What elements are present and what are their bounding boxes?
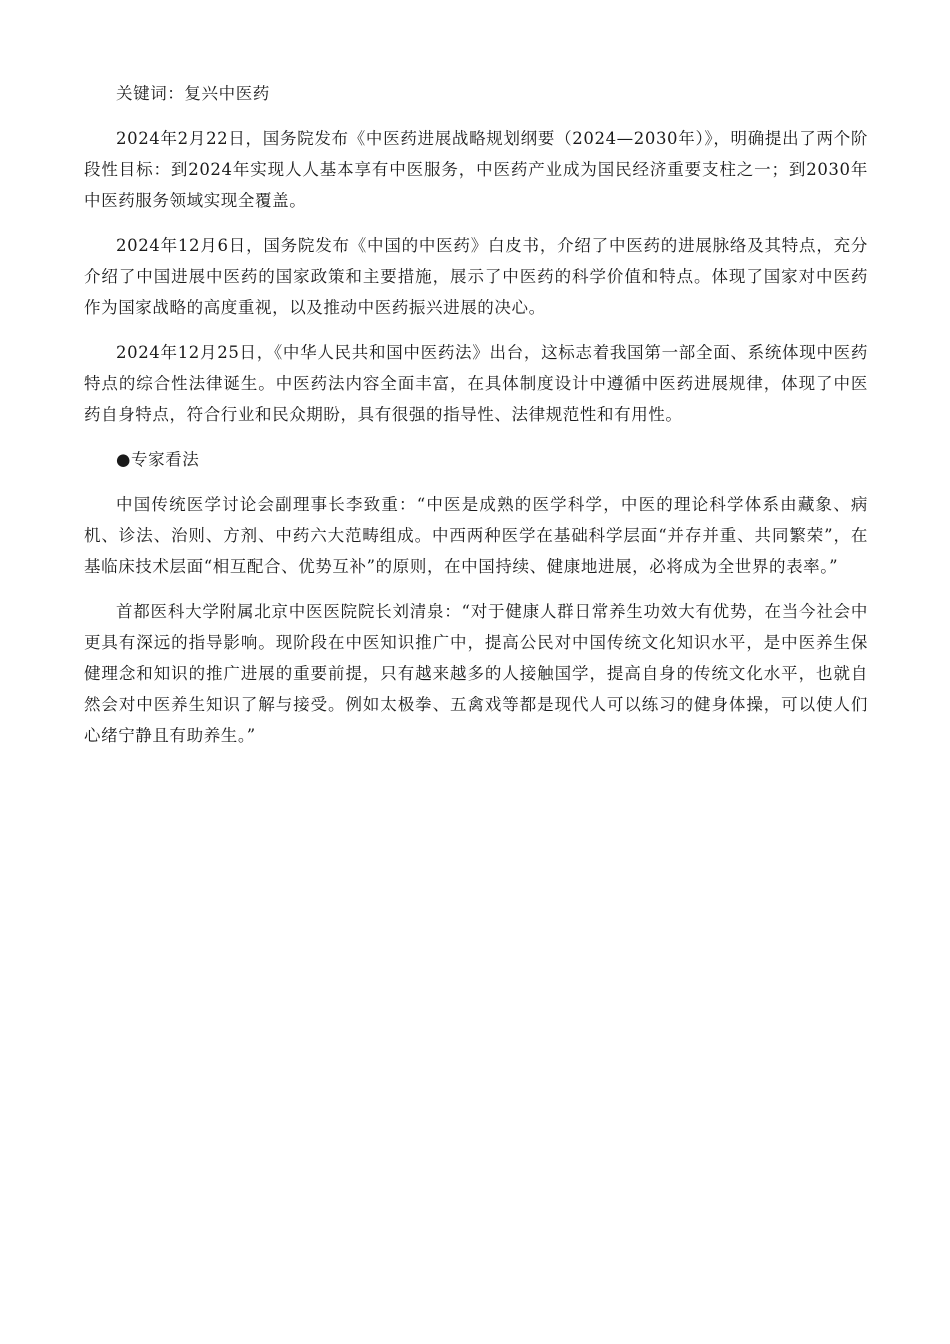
section-heading-expert-views: ●专家看法: [116, 450, 200, 469]
document-page: [84, 78, 868, 765]
paragraph-expert-li: 中国传统医学讨论会副理事长李致重：“中医是成熟的医学科学，中医的理论科学体系由藏象、病机、诊法、治则、方剂、中药六大范畴组成。中西两种医学在基础科学层面“并存并重、共同繁荣”，在基临床技术层面“相互配合、优势互补”的原则，在中国持续、健康地进展，必将成为全世界的表率。”: [84, 495, 868, 576]
keywords-line: 关键词：复兴中医药: [116, 84, 270, 103]
paragraph-white-paper: 2024年12月6日，国务院发布《中国的中医药》白皮书，介绍了中医药的进展脉络及其特点，充分介绍了中国进展中医药的国家政策和主要措施，展示了中医药的科学价值和特点。体现了国家对中医药作为国家战略的高度重视，以及推动中医药振兴进展的决心。: [84, 236, 868, 317]
paragraph-expert-liu: 首都医科大学附属北京中医医院院长刘清泉：“对于健康人群日常养生功效大有优势，在当今社会中更具有深远的指导影响。现阶段在中医知识推广中，提高公民对中国传统文化知识水平，是中医养生保健理念和知识的推广进展的重要前提，只有越来越多的人接触国学，提高自身的传统文化水平，也就自然会对中医养生知识了解与接受。例如太极拳、五禽戏等都是现代人可以练习的健身体操，可以使人们心绪宁静且有助养生。”: [84, 602, 868, 745]
paragraph-outline-2024: 2024年2月22日，国务院发布《中医药进展战略规划纲要（2024—2030年）》，明确提出了两个阶段性目标：到2024年实现人人基本享有中医服务，中医药产业成为国民经济重要支柱之一；到2030年中医药服务领域实现全覆盖。: [84, 129, 868, 210]
paragraph-tcm-law: 2024年12月25日，《中华人民共和国中医药法》出台，这标志着我国第一部全面、系统体现中医药特点的综合性法律诞生。中医药法内容全面丰富，在具体制度设计中遵循中医药进展规律，体现了中医药自身特点，符合行业和民众期盼，具有很强的指导性、法律规范性和有用性。: [84, 343, 868, 424]
